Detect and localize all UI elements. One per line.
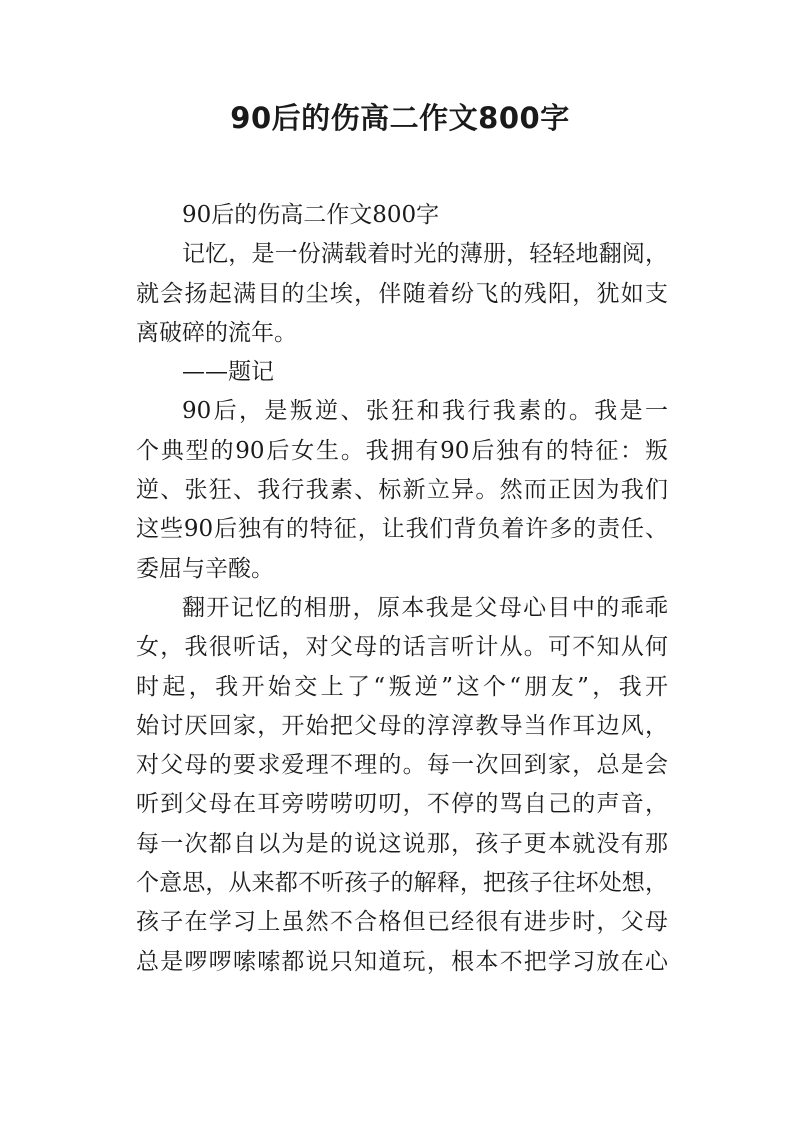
text-line: 逆、张狂、我行我素、标新立异。然而正因为我们 <box>136 477 668 504</box>
text-line: 个意思，从来都不听孩子的解释，把孩子往坏处想， <box>136 870 668 897</box>
text-line: 时起，我开始交上了“叛逆”这个“朋友”，我开 <box>136 673 668 700</box>
text-line: 委屈与辛酸。 <box>136 555 274 582</box>
text-line: 每一次都自以为是的说这说那，孩子更本就没有那 <box>136 830 668 857</box>
text-line: 这些90后独有的特征，让我们背负着许多的责任、 <box>136 516 668 543</box>
document-body <box>136 196 668 982</box>
text-line: 女，我很听话，对父母的话言听计从。可不知从何 <box>136 634 668 661</box>
text-line: 90后，是叛逆、张狂和我行我素的。我是一 <box>182 398 668 425</box>
text-line: 对父母的要求爱理不理的。每一次回到家，总是会 <box>136 752 668 779</box>
text-line: 始讨厌回家，开始把父母的淳淳教导当作耳边风， <box>136 712 668 739</box>
text-line: 总是啰啰嗦嗦都说只知道玩，根本不把学习放在心 <box>136 948 668 975</box>
text-line: ——题记 <box>182 359 274 386</box>
text-line: 就会扬起满目的尘埃，伴随着纷飞的残阳，犹如支 <box>136 280 668 307</box>
text-line: 离破碎的流年。 <box>136 319 297 346</box>
text-line: 听到父母在耳旁唠唠叨叨，不停的骂自己的声音， <box>136 791 668 818</box>
text-line: 翻开记忆的相册，原本我是父母心目中的乖乖 <box>182 594 668 621</box>
text-line: 90后的伤高二作文800字 <box>182 202 440 228</box>
text-line: 个典型的90后女生。我拥有90后独有的特征：叛 <box>136 437 668 464</box>
text-line: 记忆，是一份满载着时光的薄册，轻轻地翻阅， <box>182 241 668 268</box>
document-title: 90后的伤高二作文800字 <box>230 101 570 135</box>
text-line: 孩子在学习上虽然不合格但已经很有进步时，父母 <box>136 909 668 936</box>
